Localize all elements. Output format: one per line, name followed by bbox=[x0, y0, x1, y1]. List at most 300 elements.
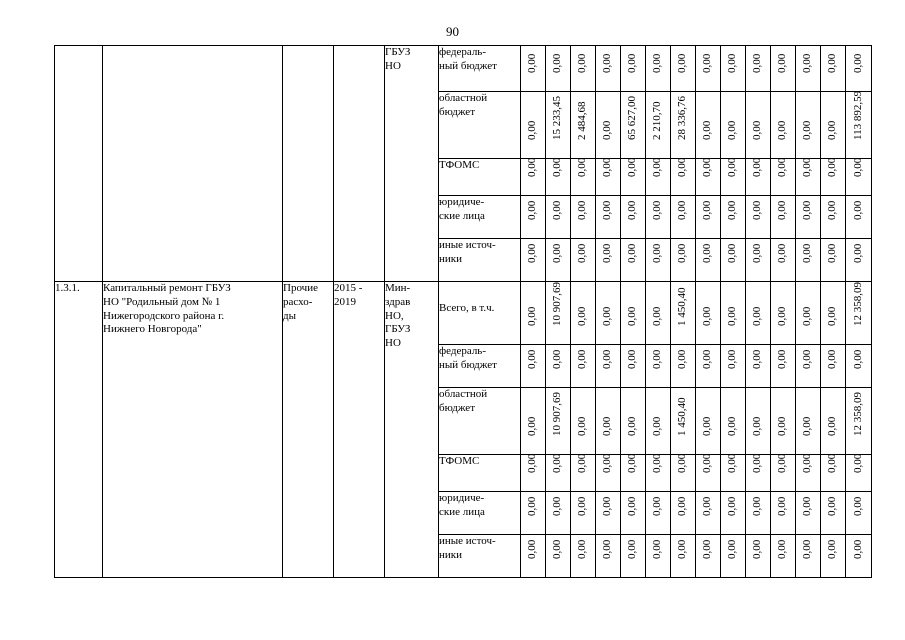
value-cell bbox=[671, 535, 696, 578]
value-text: 0,00 bbox=[576, 307, 589, 327]
value-cell bbox=[621, 92, 646, 159]
value-text: 0,00 bbox=[726, 121, 739, 141]
funding-source-label: федераль- ный бюджет bbox=[439, 345, 521, 388]
value-cell bbox=[671, 92, 696, 159]
value-text: 0,00 bbox=[651, 540, 664, 560]
value-text: 0,00 bbox=[651, 201, 664, 221]
value-text: 0,00 bbox=[526, 244, 539, 264]
value-text: 0,00 bbox=[551, 454, 564, 474]
value-cell bbox=[621, 196, 646, 239]
value-cell bbox=[571, 159, 596, 196]
value-text: 0,00 bbox=[576, 454, 589, 474]
value-text: 0,00 bbox=[826, 350, 839, 370]
value-cell bbox=[746, 46, 771, 92]
value-text: 0,00 bbox=[651, 307, 664, 327]
item-name: Капитальный ремонт ГБУЗ НО "Родильный дом № 1 Нижегородского района г. Нижнего Новгорода" bbox=[103, 282, 283, 578]
value-text: 0,00 bbox=[801, 121, 814, 141]
value-text: 0,00 bbox=[726, 540, 739, 560]
value-text: 0,00 bbox=[801, 158, 814, 178]
value-text: 0,00 bbox=[576, 201, 589, 221]
value-cell bbox=[596, 239, 621, 282]
value-text: 0,00 bbox=[851, 454, 864, 474]
value-cell bbox=[646, 345, 671, 388]
value-text: 0,00 bbox=[626, 158, 639, 178]
value-cell bbox=[596, 92, 621, 159]
value-cell bbox=[721, 46, 746, 92]
value-cell bbox=[671, 388, 696, 455]
value-text: 0,00 bbox=[701, 497, 714, 517]
value-cell bbox=[521, 239, 546, 282]
value-text: 113 892,59 bbox=[851, 91, 864, 141]
value-cell bbox=[846, 159, 872, 196]
value-text: 0,00 bbox=[626, 201, 639, 221]
value-text: 0,00 bbox=[751, 540, 764, 560]
value-cell bbox=[796, 455, 821, 492]
value-cell bbox=[721, 345, 746, 388]
value-text: 0,00 bbox=[626, 244, 639, 264]
value-text: 0,00 bbox=[701, 158, 714, 178]
value-cell bbox=[746, 345, 771, 388]
value-cell bbox=[796, 282, 821, 345]
value-cell bbox=[546, 196, 571, 239]
funding-source-label: ТФОМС bbox=[439, 455, 521, 492]
value-text: 0,00 bbox=[676, 454, 689, 474]
value-cell bbox=[821, 455, 846, 492]
value-cell bbox=[721, 388, 746, 455]
value-text: 0,00 bbox=[751, 307, 764, 327]
value-text: 0,00 bbox=[601, 350, 614, 370]
value-cell bbox=[546, 239, 571, 282]
value-text: 0,00 bbox=[851, 244, 864, 264]
value-text: 0,00 bbox=[751, 454, 764, 474]
value-cell bbox=[796, 196, 821, 239]
value-text: 28 336,76 bbox=[676, 96, 689, 141]
value-cell bbox=[671, 46, 696, 92]
table-row bbox=[55, 46, 872, 92]
value-cell bbox=[621, 239, 646, 282]
value-text: 0,00 bbox=[701, 350, 714, 370]
value-text: 0,00 bbox=[551, 54, 564, 74]
value-cell bbox=[596, 388, 621, 455]
value-text: 0,00 bbox=[726, 497, 739, 517]
value-cell bbox=[696, 455, 721, 492]
value-text: 0,00 bbox=[626, 417, 639, 437]
value-cell bbox=[521, 196, 546, 239]
value-text: 0,00 bbox=[776, 121, 789, 141]
value-text: 0,00 bbox=[851, 497, 864, 517]
value-text: 1 450,40 bbox=[676, 397, 689, 437]
value-cell bbox=[571, 239, 596, 282]
value-cell bbox=[521, 345, 546, 388]
value-cell bbox=[846, 388, 872, 455]
value-text: 0,00 bbox=[726, 454, 739, 474]
value-cell bbox=[521, 159, 546, 196]
value-text: 0,00 bbox=[601, 540, 614, 560]
value-text: 0,00 bbox=[801, 497, 814, 517]
value-text: 0,00 bbox=[576, 540, 589, 560]
value-text: 10 907,69 bbox=[551, 392, 564, 437]
value-text: 0,00 bbox=[551, 201, 564, 221]
value-text: 0,00 bbox=[601, 417, 614, 437]
value-text: 0,00 bbox=[751, 244, 764, 264]
value-text: 0,00 bbox=[551, 350, 564, 370]
value-text: 0,00 bbox=[751, 54, 764, 74]
value-text: 0,00 bbox=[601, 54, 614, 74]
item-name bbox=[103, 46, 283, 282]
value-cell bbox=[621, 46, 646, 92]
value-text: 0,00 bbox=[826, 54, 839, 74]
value-cell bbox=[846, 92, 872, 159]
value-cell bbox=[771, 159, 796, 196]
value-text: 0,00 bbox=[651, 350, 664, 370]
value-text: 0,00 bbox=[651, 417, 664, 437]
value-cell bbox=[646, 239, 671, 282]
funding-source-label: иные источ- ники bbox=[439, 535, 521, 578]
value-cell bbox=[546, 159, 571, 196]
funding-source-label: областной бюджет bbox=[439, 388, 521, 455]
value-text: 0,00 bbox=[801, 307, 814, 327]
item-number bbox=[55, 46, 103, 282]
value-cell bbox=[846, 46, 872, 92]
value-cell bbox=[621, 492, 646, 535]
value-text: 0,00 bbox=[676, 201, 689, 221]
value-cell bbox=[721, 196, 746, 239]
value-cell bbox=[646, 159, 671, 196]
value-cell bbox=[796, 492, 821, 535]
item-organization: Мин- здрав НО, ГБУЗ НО bbox=[385, 282, 439, 578]
value-cell bbox=[671, 239, 696, 282]
value-text: 0,00 bbox=[651, 454, 664, 474]
value-cell bbox=[821, 92, 846, 159]
value-text: 2 210,70 bbox=[651, 101, 664, 141]
value-text: 0,00 bbox=[776, 454, 789, 474]
value-cell bbox=[771, 92, 796, 159]
value-cell bbox=[771, 46, 796, 92]
value-cell bbox=[621, 282, 646, 345]
value-cell bbox=[646, 492, 671, 535]
value-cell bbox=[571, 196, 596, 239]
value-cell bbox=[596, 455, 621, 492]
value-cell bbox=[846, 196, 872, 239]
value-cell bbox=[596, 282, 621, 345]
value-cell bbox=[571, 46, 596, 92]
value-text: 0,00 bbox=[626, 54, 639, 74]
value-cell bbox=[546, 492, 571, 535]
value-cell bbox=[846, 455, 872, 492]
value-text: 0,00 bbox=[551, 158, 564, 178]
value-text: 0,00 bbox=[576, 417, 589, 437]
value-cell bbox=[621, 345, 646, 388]
value-cell bbox=[771, 345, 796, 388]
value-text: 0,00 bbox=[551, 244, 564, 264]
value-text: 0,00 bbox=[726, 307, 739, 327]
value-cell bbox=[596, 345, 621, 388]
value-text: 12 358,09 bbox=[851, 282, 864, 327]
value-text: 1 450,40 bbox=[676, 287, 689, 327]
value-text: 0,00 bbox=[726, 54, 739, 74]
value-cell bbox=[671, 455, 696, 492]
value-text: 0,00 bbox=[776, 158, 789, 178]
value-cell bbox=[696, 535, 721, 578]
value-text: 0,00 bbox=[626, 497, 639, 517]
value-text: 0,00 bbox=[801, 417, 814, 437]
value-cell bbox=[721, 92, 746, 159]
value-text: 0,00 bbox=[826, 540, 839, 560]
value-cell bbox=[771, 492, 796, 535]
value-text: 0,00 bbox=[676, 497, 689, 517]
value-text: 0,00 bbox=[626, 540, 639, 560]
value-text: 0,00 bbox=[601, 121, 614, 141]
value-text: 0,00 bbox=[776, 540, 789, 560]
value-text: 0,00 bbox=[801, 454, 814, 474]
value-text: 0,00 bbox=[676, 350, 689, 370]
item-number: 1.3.1. bbox=[55, 282, 103, 578]
value-text: 0,00 bbox=[776, 307, 789, 327]
value-cell bbox=[621, 159, 646, 196]
value-cell bbox=[646, 388, 671, 455]
funding-table bbox=[54, 45, 872, 578]
value-cell bbox=[546, 388, 571, 455]
value-cell bbox=[746, 196, 771, 239]
value-text: 0,00 bbox=[826, 158, 839, 178]
value-text: 0,00 bbox=[726, 244, 739, 264]
value-cell bbox=[796, 388, 821, 455]
funding-table-body bbox=[55, 46, 872, 578]
value-cell bbox=[821, 535, 846, 578]
value-cell bbox=[796, 92, 821, 159]
value-cell bbox=[721, 282, 746, 345]
value-text: 0,00 bbox=[826, 244, 839, 264]
value-cell bbox=[721, 535, 746, 578]
value-cell bbox=[646, 455, 671, 492]
value-text: 0,00 bbox=[826, 417, 839, 437]
value-text: 0,00 bbox=[801, 540, 814, 560]
value-cell bbox=[821, 345, 846, 388]
value-cell bbox=[696, 92, 721, 159]
funding-source-label: областной бюджет bbox=[439, 92, 521, 159]
value-text: 0,00 bbox=[601, 454, 614, 474]
value-cell bbox=[746, 455, 771, 492]
value-cell bbox=[546, 46, 571, 92]
value-text: 0,00 bbox=[776, 201, 789, 221]
value-text: 10 907,69 bbox=[551, 282, 564, 327]
table-row bbox=[55, 282, 872, 345]
value-cell bbox=[671, 196, 696, 239]
value-cell bbox=[621, 535, 646, 578]
value-text: 0,00 bbox=[826, 121, 839, 141]
value-text: 0,00 bbox=[601, 158, 614, 178]
value-cell bbox=[746, 239, 771, 282]
funding-source-label: Всего, в т.ч. bbox=[439, 282, 521, 345]
page-number: 90 bbox=[446, 24, 459, 39]
value-cell bbox=[721, 455, 746, 492]
value-text: 0,00 bbox=[526, 454, 539, 474]
value-cell bbox=[521, 92, 546, 159]
value-text: 0,00 bbox=[826, 307, 839, 327]
value-cell bbox=[696, 388, 721, 455]
value-text: 0,00 bbox=[851, 158, 864, 178]
value-cell bbox=[821, 46, 846, 92]
item-organization: ГБУЗ НО bbox=[385, 46, 439, 282]
value-cell bbox=[696, 159, 721, 196]
value-text: 0,00 bbox=[551, 497, 564, 517]
value-cell bbox=[571, 282, 596, 345]
value-text: 0,00 bbox=[526, 54, 539, 74]
value-text: 0,00 bbox=[576, 54, 589, 74]
value-text: 0,00 bbox=[851, 540, 864, 560]
value-cell bbox=[821, 159, 846, 196]
value-text: 0,00 bbox=[651, 54, 664, 74]
value-text: 0,00 bbox=[576, 350, 589, 370]
value-cell bbox=[821, 239, 846, 282]
value-cell bbox=[746, 282, 771, 345]
value-cell bbox=[646, 282, 671, 345]
value-text: 0,00 bbox=[701, 454, 714, 474]
value-cell bbox=[821, 492, 846, 535]
value-cell bbox=[821, 388, 846, 455]
value-cell bbox=[846, 239, 872, 282]
value-text: 0,00 bbox=[751, 497, 764, 517]
value-text: 0,00 bbox=[651, 497, 664, 517]
value-text: 0,00 bbox=[676, 540, 689, 560]
funding-source-label: ТФОМС bbox=[439, 159, 521, 196]
value-cell bbox=[821, 196, 846, 239]
value-text: 0,00 bbox=[826, 201, 839, 221]
value-cell bbox=[546, 282, 571, 345]
value-text: 0,00 bbox=[601, 244, 614, 264]
value-text: 0,00 bbox=[776, 54, 789, 74]
value-cell bbox=[846, 345, 872, 388]
value-cell bbox=[571, 92, 596, 159]
value-text: 0,00 bbox=[701, 54, 714, 74]
value-text: 0,00 bbox=[776, 497, 789, 517]
value-text: 0,00 bbox=[701, 201, 714, 221]
value-cell bbox=[571, 535, 596, 578]
value-cell bbox=[646, 196, 671, 239]
value-text: 0,00 bbox=[801, 201, 814, 221]
value-cell bbox=[521, 455, 546, 492]
item-period bbox=[334, 46, 385, 282]
value-text: 0,00 bbox=[676, 244, 689, 264]
value-cell bbox=[846, 492, 872, 535]
value-text: 0,00 bbox=[701, 244, 714, 264]
value-text: 0,00 bbox=[526, 497, 539, 517]
value-text: 0,00 bbox=[726, 417, 739, 437]
item-period: 2015 - 2019 bbox=[334, 282, 385, 578]
value-cell bbox=[796, 46, 821, 92]
value-cell bbox=[671, 159, 696, 196]
value-text: 0,00 bbox=[601, 497, 614, 517]
value-cell bbox=[621, 388, 646, 455]
value-cell bbox=[796, 535, 821, 578]
value-text: 0,00 bbox=[576, 158, 589, 178]
funding-source-label: юридиче- ские лица bbox=[439, 196, 521, 239]
value-text: 15 233,45 bbox=[551, 96, 564, 141]
value-text: 0,00 bbox=[601, 307, 614, 327]
value-cell bbox=[771, 388, 796, 455]
value-text: 12 358,09 bbox=[851, 392, 864, 437]
value-cell bbox=[746, 492, 771, 535]
value-text: 0,00 bbox=[551, 540, 564, 560]
value-cell bbox=[521, 388, 546, 455]
value-text: 0,00 bbox=[526, 307, 539, 327]
value-cell bbox=[521, 492, 546, 535]
funding-source-label: федераль- ный бюджет bbox=[439, 46, 521, 92]
value-cell bbox=[771, 535, 796, 578]
value-text: 0,00 bbox=[726, 201, 739, 221]
value-cell bbox=[746, 159, 771, 196]
value-text: 0,00 bbox=[626, 307, 639, 327]
value-text: 0,00 bbox=[801, 54, 814, 74]
value-cell bbox=[746, 92, 771, 159]
value-cell bbox=[696, 345, 721, 388]
value-text: 0,00 bbox=[526, 417, 539, 437]
item-category: Прочие расхо- ды bbox=[283, 282, 334, 578]
value-text: 0,00 bbox=[801, 244, 814, 264]
value-cell bbox=[646, 535, 671, 578]
value-cell bbox=[571, 345, 596, 388]
value-text: 2 484,68 bbox=[576, 101, 589, 141]
value-cell bbox=[796, 159, 821, 196]
value-cell bbox=[696, 239, 721, 282]
value-text: 0,00 bbox=[676, 54, 689, 74]
value-text: 0,00 bbox=[851, 54, 864, 74]
value-cell bbox=[771, 239, 796, 282]
value-cell bbox=[696, 46, 721, 92]
value-text: 0,00 bbox=[701, 540, 714, 560]
value-text: 0,00 bbox=[751, 121, 764, 141]
value-cell bbox=[646, 92, 671, 159]
value-cell bbox=[546, 455, 571, 492]
value-cell bbox=[721, 239, 746, 282]
value-text: 0,00 bbox=[726, 350, 739, 370]
value-text: 0,00 bbox=[801, 350, 814, 370]
value-cell bbox=[596, 196, 621, 239]
value-cell bbox=[646, 46, 671, 92]
value-cell bbox=[771, 455, 796, 492]
value-cell bbox=[746, 535, 771, 578]
value-text: 0,00 bbox=[851, 350, 864, 370]
value-text: 0,00 bbox=[701, 121, 714, 141]
value-cell bbox=[546, 535, 571, 578]
value-text: 0,00 bbox=[851, 201, 864, 221]
value-text: 0,00 bbox=[576, 497, 589, 517]
value-cell bbox=[671, 282, 696, 345]
value-cell bbox=[521, 46, 546, 92]
value-cell bbox=[796, 239, 821, 282]
value-text: 0,00 bbox=[576, 244, 589, 264]
value-text: 0,00 bbox=[776, 244, 789, 264]
value-text: 0,00 bbox=[701, 417, 714, 437]
value-cell bbox=[596, 492, 621, 535]
value-cell bbox=[846, 282, 872, 345]
value-cell bbox=[721, 492, 746, 535]
value-cell bbox=[771, 282, 796, 345]
funding-source-label: иные источ- ники bbox=[439, 239, 521, 282]
value-cell bbox=[571, 455, 596, 492]
value-cell bbox=[771, 196, 796, 239]
value-cell bbox=[571, 492, 596, 535]
value-text: 0,00 bbox=[776, 417, 789, 437]
value-text: 0,00 bbox=[626, 350, 639, 370]
value-cell bbox=[796, 345, 821, 388]
value-cell bbox=[521, 282, 546, 345]
value-cell bbox=[696, 282, 721, 345]
value-cell bbox=[746, 388, 771, 455]
value-text: 0,00 bbox=[526, 540, 539, 560]
value-cell bbox=[696, 196, 721, 239]
value-text: 0,00 bbox=[701, 307, 714, 327]
